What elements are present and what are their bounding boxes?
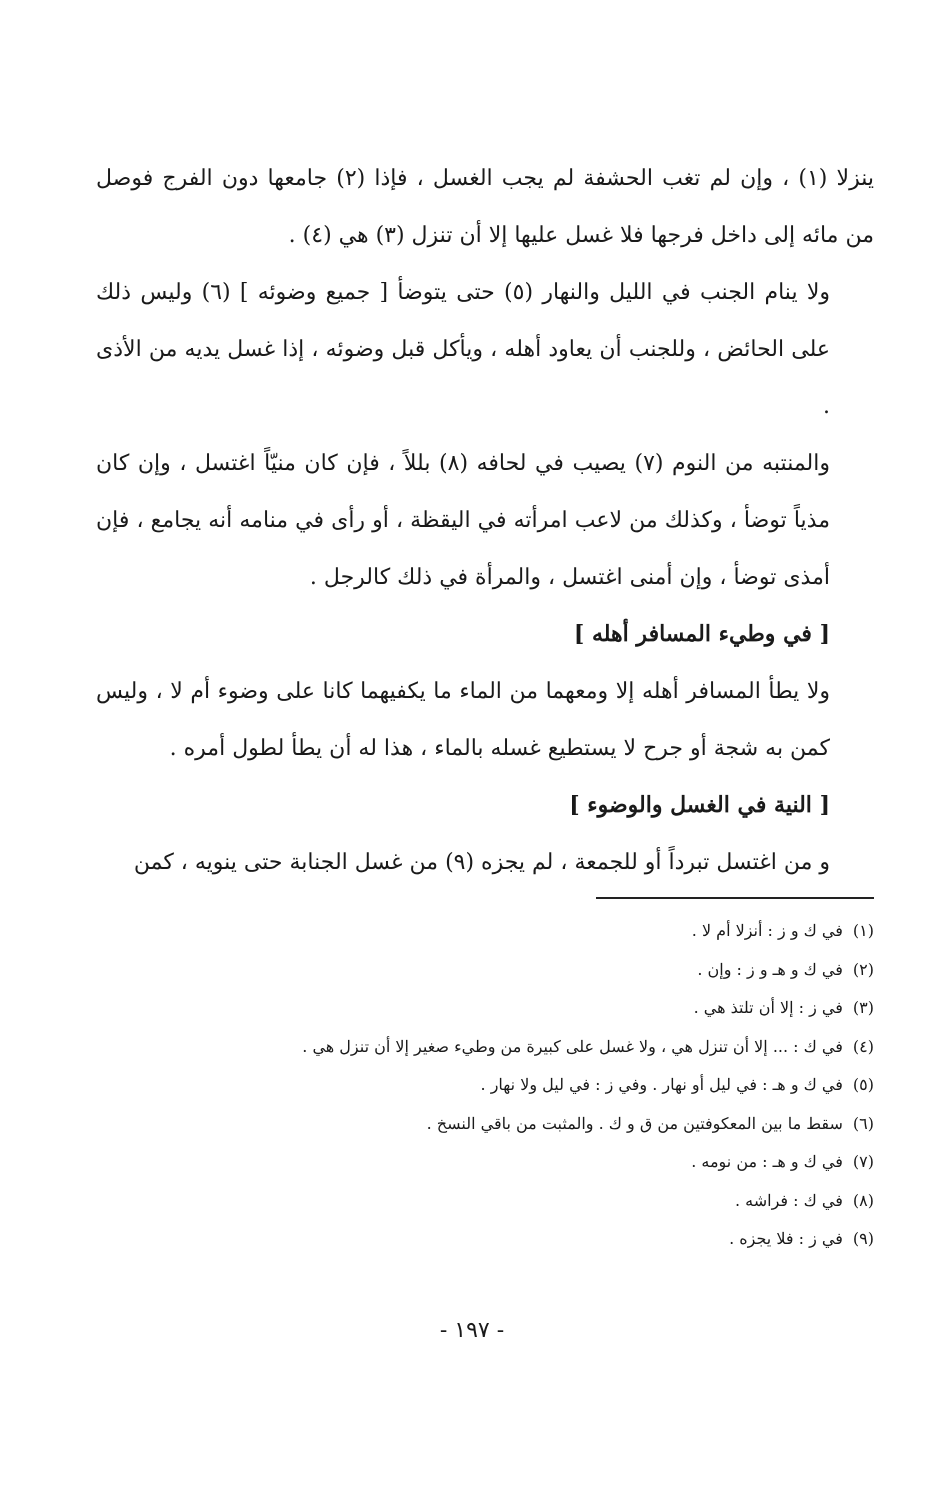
footnote-item [140, 1182, 874, 1221]
page-number: - ١٩٧ - [439, 1318, 505, 1343]
footnote-text: في ك : فراشه . [735, 1190, 843, 1210]
section-heading-intention: [ النية في الغسل والوضوء ] [569, 792, 830, 818]
footnote-number: (٦) [852, 1113, 874, 1133]
footnote-number: (٤) [852, 1036, 874, 1056]
footnote-item [140, 1066, 874, 1105]
footnote-item [140, 1143, 874, 1182]
footnote-text: في ز : إلا أن تلتذ هي . [693, 998, 843, 1017]
footnote-separator [596, 897, 874, 899]
main-text [96, 150, 874, 891]
footnote-text: في ك و هـ : في ليل أو نهار . وفي ز : في ليل ولا نهار . [480, 1075, 843, 1094]
section-heading-traveler: [ في وطيء المسافر أهله ] [573, 621, 830, 647]
footnote-number: (٣) [852, 998, 874, 1017]
paragraph-1: ينزلا (١) ، وإن لم تغب الحشفة لم يجب الغسل ، فإذا (٢) جامعها دون الفرج فوصل من مائه إلى داخل فرجها فلا غسل عليها إلا أن تنزل (٣) هي (٤) . [96, 166, 874, 248]
footnote-item [140, 1105, 874, 1144]
paragraph-4: ولا يطأ المسافر أهله إلا ومعهما من الماء ما يكفيهما كانا على وضوء أم لا ، وليس كمن به شجة أو جرح لا يستطيع غسله بالماء ، هذا له أن يطأ لطول أمره . [96, 679, 830, 761]
footnote-item [140, 912, 874, 951]
footnotes-list [140, 912, 874, 1259]
paragraph-3: والمنتبه من النوم (٧) يصيب في لحافه (٨) بللاً ، فإن كان منيّاً اغتسل ، وإن كان مذياً توضأ ، وكذلك من لاعب امرأته في اليقظة ، أو رأى في منامه أنه يجامع ، فإن أمذى توضأ ، وإن أمنى اغتسل ، والمرأة في ذلك كالرجل . [96, 451, 830, 590]
footnote-number: (٨) [852, 1190, 874, 1210]
footnote-item [140, 1028, 874, 1067]
footnote-number: (٥) [852, 1075, 874, 1094]
footnote-text: في ك و هـ و ز : وإن . [697, 959, 843, 979]
footnote-number: (١) [852, 921, 874, 940]
footnote-number: (٢) [852, 959, 874, 979]
footnote-text: سقط ما بين المعكوفتين من ق و ك . والمثبت من باقي النسخ . [426, 1113, 843, 1133]
footnote-text: في ك و هـ : من نومه . [691, 1152, 843, 1171]
footnote-number: (٧) [852, 1152, 874, 1171]
footnote-text: في ك و ز : أنزلا أم لا . [691, 921, 843, 940]
footnote-item [140, 951, 874, 990]
footnote-number: (٩) [852, 1229, 874, 1248]
paragraph-5: و من اغتسل تبرداً أو للجمعة ، لم يجزه (٩) من غسل الجنابة حتى ينويه ، كمن [133, 850, 830, 875]
footnote-text: في ك : ... إلا أن تنزل هي ، ولا غسل على كبيرة من وطيء صغير إلا أن تنزل هي . [302, 1036, 843, 1056]
footnote-text: في ز : فلا يجزه . [729, 1229, 843, 1248]
paragraph-2: ولا ينام الجنب في الليل والنهار (٥) حتى يتوضأ [ جميع وضوئه ] (٦) وليس ذلك على الحائض ، وللجنب أن يعاود أهله ، ويأكل قبل وضوئه ، إذا غسل يديه من الأذى . [96, 280, 831, 419]
footnote-item [140, 1220, 874, 1259]
footnote-item [140, 989, 874, 1028]
